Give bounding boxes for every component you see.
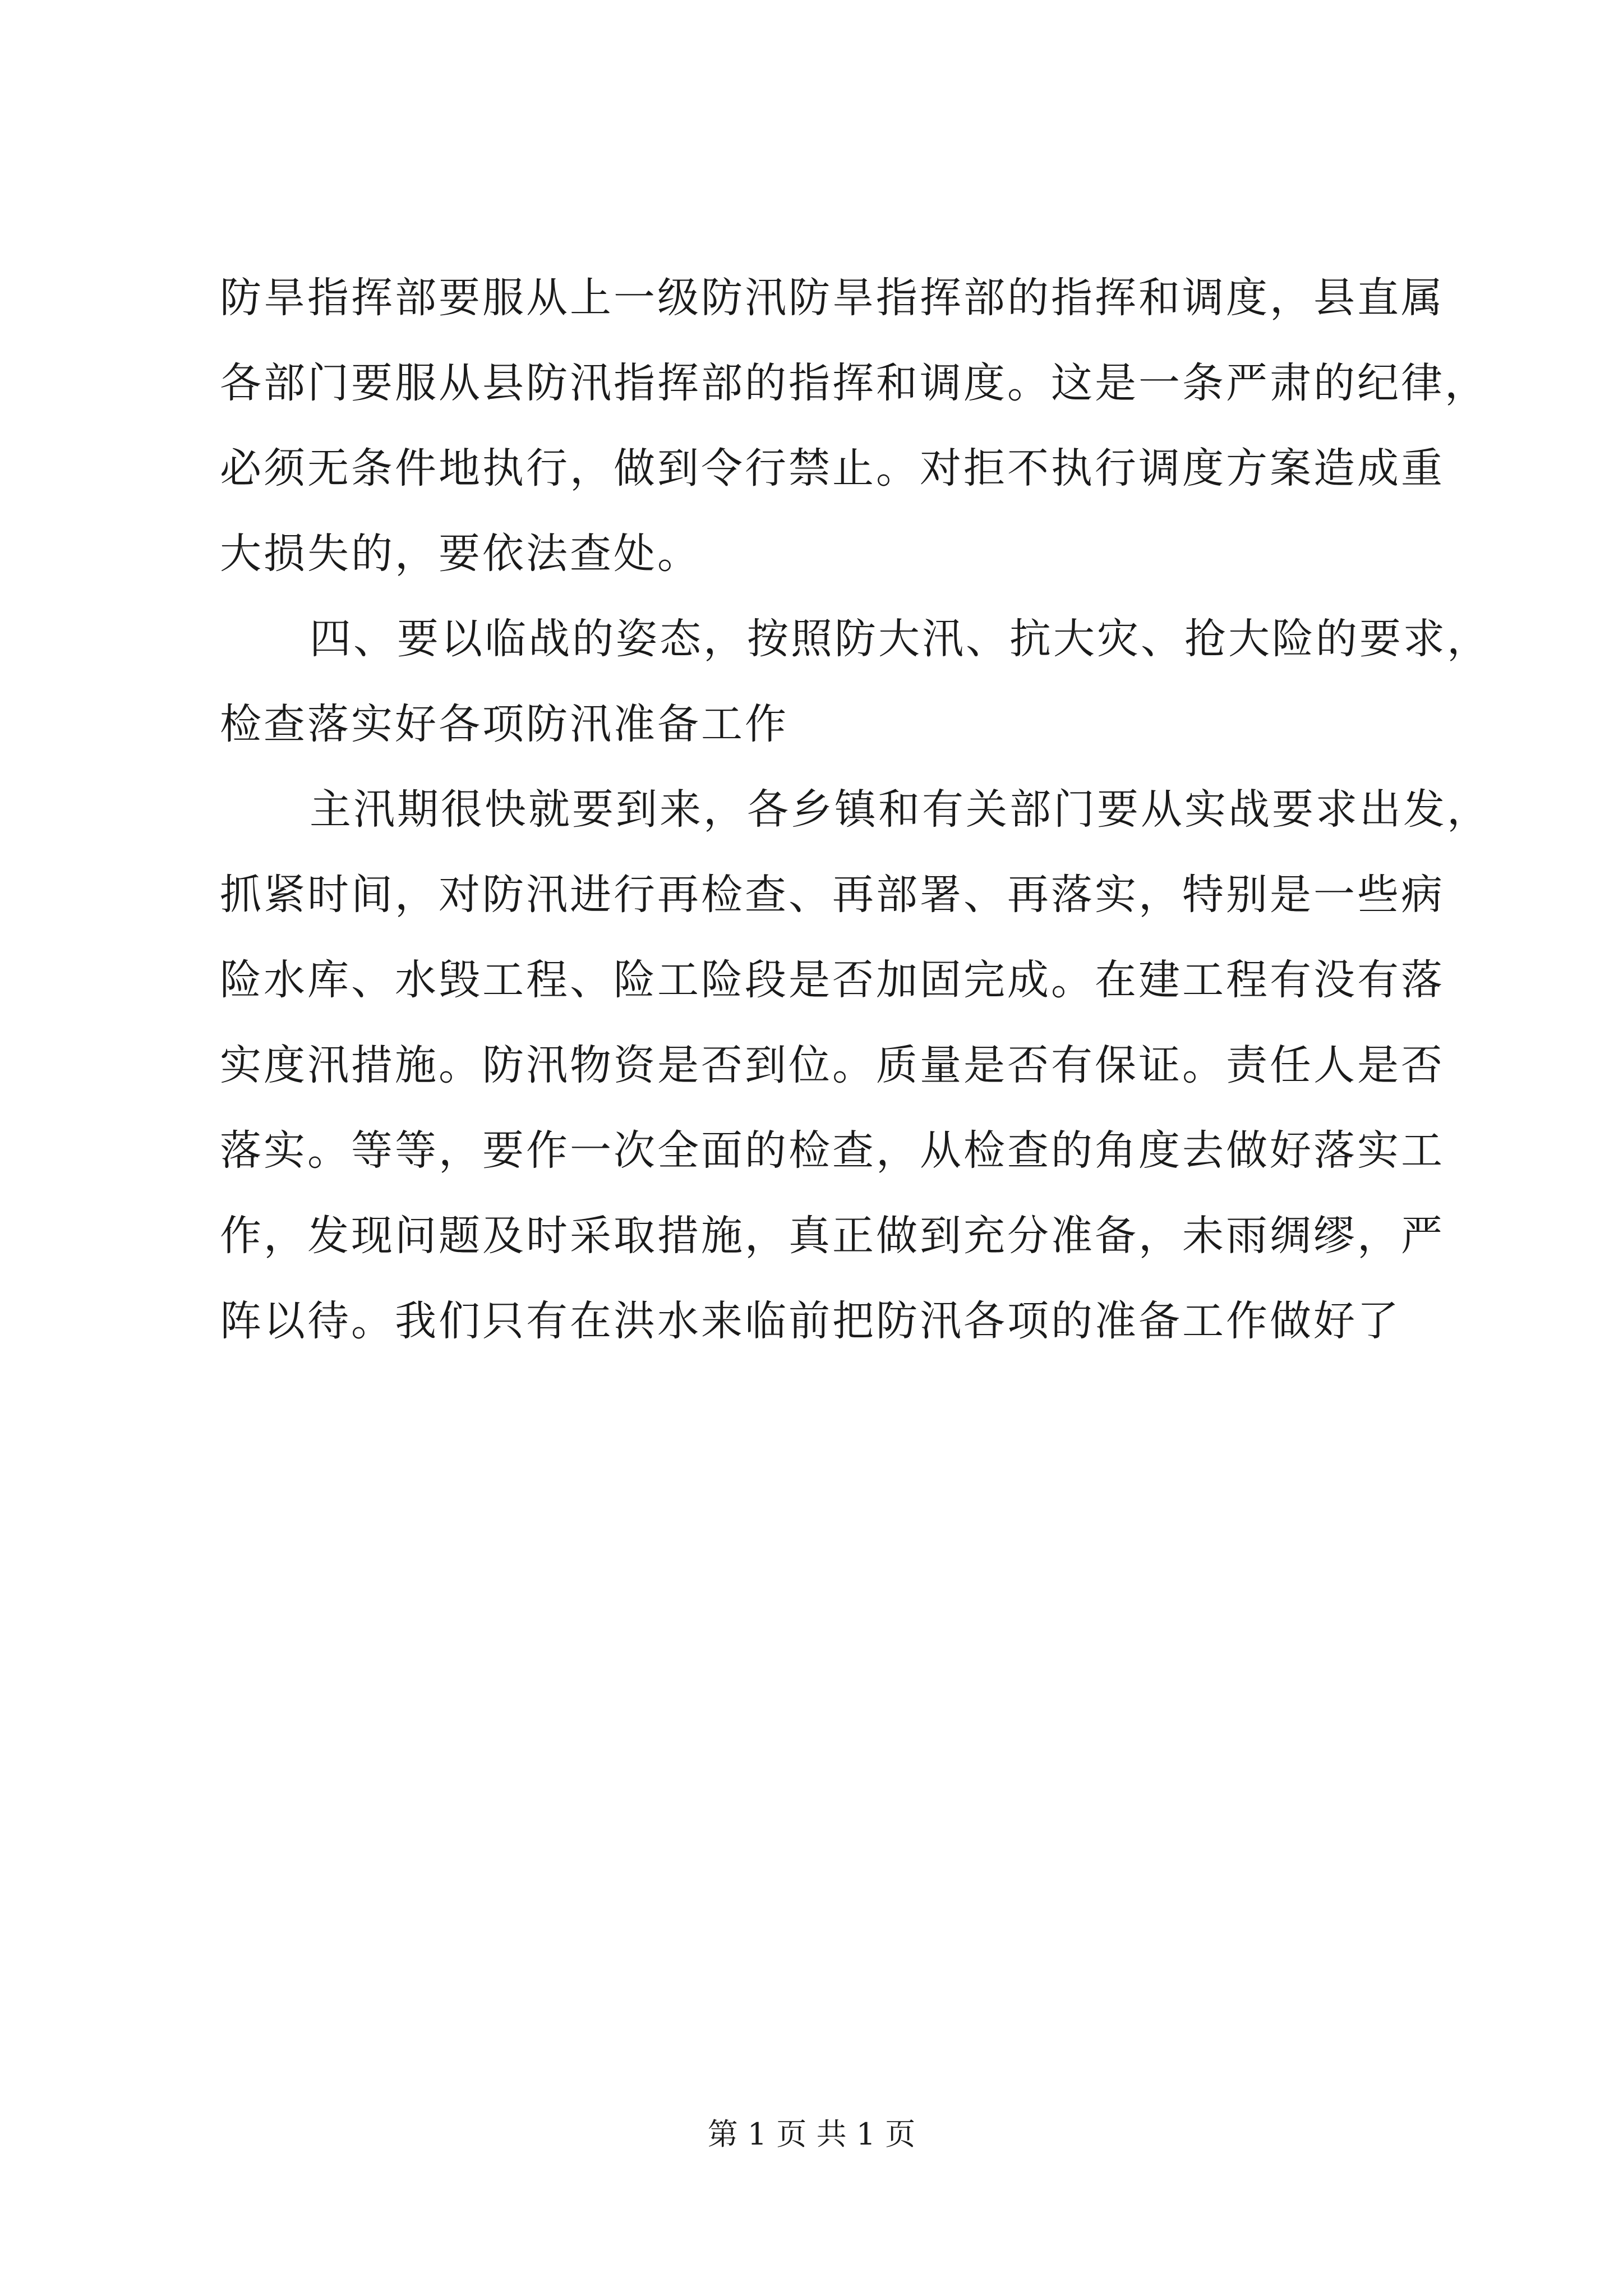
text-line: 抓紧时间，对防汛进行再检查、再部署、再落实，特别是一些病 [220,871,1445,919]
text-line: 主汛期很快就要到来，各乡镇和有关部门要从实战要求出发， [310,785,1491,834]
document-body [220,255,1491,1364]
section-heading-line: 检查落实好各项防汛准备工作 [220,700,789,748]
text-line: 防旱指挥部要服从上一级防汛防旱指挥部的指挥和调度，县直属 [220,274,1445,322]
text-line: 各部门要服从县防汛指挥部的指挥和调度。这是一条严肃的纪律， [220,359,1488,407]
text-line: 必须无条件地执行，做到令行禁止。对拒不执行调度方案造成重 [220,444,1445,493]
section-heading-line: 四、要以临战的姿态，按照防大汛、抗大灾、抢大险的要求， [310,615,1491,663]
text-line: 大损失的，要依法查处。 [220,530,701,578]
text-line: 作，发现问题及时采取措施，真正做到充分准备，未雨绸缪，严 [220,1212,1445,1260]
text-line: 落实。等等，要作一次全面的检查，从检查的角度去做好落实工 [220,1126,1445,1175]
text-line: 险水库、水毁工程、险工险段是否加固完成。在建工程有没有落 [220,956,1445,1004]
text-line: 阵以待。我们只有在洪水来临前把防汛各项的准备工作做好了 [220,1297,1401,1345]
text-line: 实度汛措施。防汛物资是否到位。质量是否有保证。责任人是否 [220,1041,1445,1089]
page-footer: 第 1 页 共 1 页 [707,2116,916,2152]
